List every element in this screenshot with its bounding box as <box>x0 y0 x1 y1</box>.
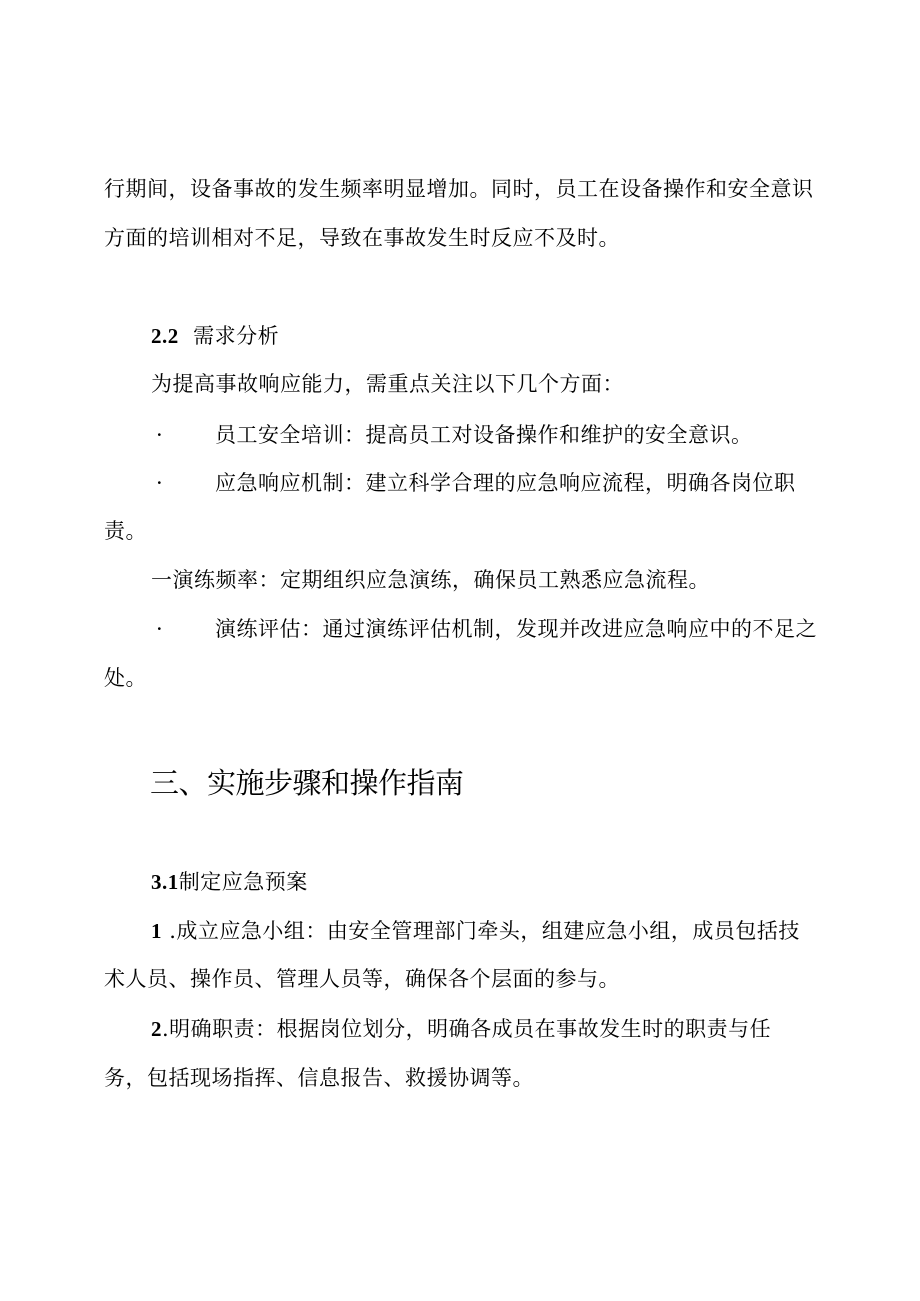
section-3-1-title: 制定应急预案 <box>178 870 308 894</box>
list-item-4-continuation: 处。 <box>104 666 147 690</box>
list-item-2: 应急响应机制：建立科学合理的应急响应流程，明确各岗位职 <box>215 471 796 495</box>
intro-line-2: 方面的培训相对不足，导致在事故发生时反应不及时。 <box>104 226 620 250</box>
step-2-text: .明确职责：根据岗位划分，明确各成员在事故发生时的职责与任 <box>162 1017 772 1041</box>
list-item-2-continuation: 责。 <box>104 519 147 543</box>
step-1-line-2: 术人员、操作员、管理人员等，确保各个层面的参与。 <box>104 967 620 991</box>
step-2-line-2: 务，包括现场指挥、信息报告、救援协调等。 <box>104 1066 534 1090</box>
section-2-2-lead: 为提高事故响应能力，需重点关注以下几个方面： <box>151 372 624 396</box>
bullet-marker-4: · <box>156 617 163 641</box>
step-1-line-1 <box>151 921 800 942</box>
section-2-2-number: 2.2 <box>151 324 179 348</box>
step-1-number: 1 <box>151 919 162 943</box>
bullet-marker-1: · <box>156 423 163 447</box>
step-1-text: .成立应急小组：由安全管理部门牵头，组建应急小组，成员包括技 <box>169 919 800 943</box>
list-item-1: 员工安全培训：提高员工对设备操作和维护的安全意识。 <box>215 423 753 447</box>
section-2-2-title: 需求分析 <box>193 324 280 348</box>
section-2-2-heading <box>151 326 279 347</box>
section-3-1-heading <box>151 872 308 893</box>
list-item-4: 演练评估：通过演练评估机制，发现并改进应急响应中的不足之 <box>215 617 817 641</box>
section-3-1-number: 3.1 <box>151 870 179 894</box>
intro-line-1: 行期间，设备事故的发生频率明显增加。同时，员工在设备操作和安全意识 <box>104 177 814 201</box>
chapter-3-heading: 三、实施步骤和操作指南 <box>150 766 464 800</box>
bullet-marker-2: · <box>156 471 163 495</box>
step-2-line-1 <box>151 1019 771 1040</box>
list-item-3: 一演练频率：定期组织应急演练，确保员工熟悉应急流程。 <box>151 568 710 592</box>
step-2-number: 2 <box>151 1017 162 1041</box>
